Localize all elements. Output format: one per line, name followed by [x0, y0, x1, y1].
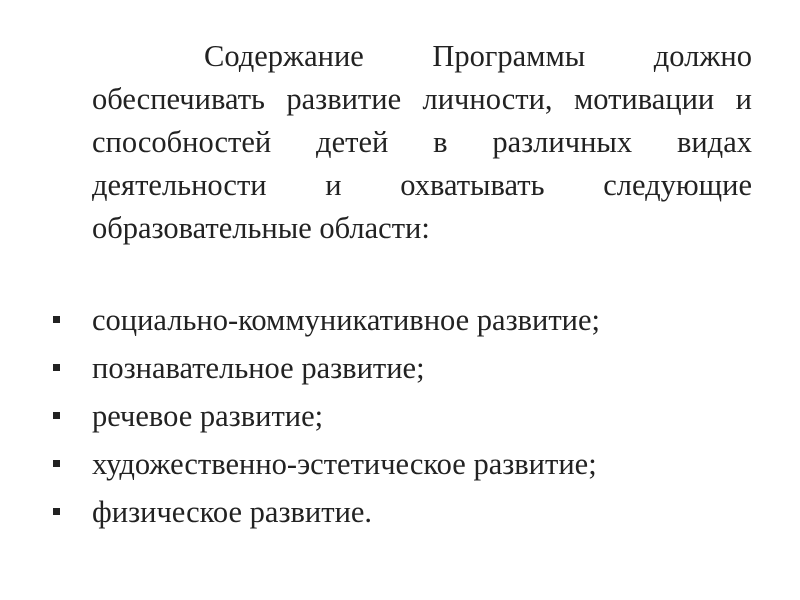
list-item	[0, 392, 800, 440]
list-item	[0, 344, 800, 392]
list-item	[0, 488, 800, 536]
list-item-text: познавательное развитие;	[92, 351, 425, 385]
square-bullet-icon	[53, 364, 60, 371]
list-item	[0, 296, 800, 344]
square-bullet-icon	[53, 412, 60, 419]
list-item	[0, 440, 800, 488]
square-bullet-icon	[53, 316, 60, 323]
square-bullet-icon	[53, 508, 60, 515]
intro-text: Содержание Программы должно обеспечивать развитие личности, мотивации и способностей детей в различных видах деятельности и охватывать следующие образовательные области:	[92, 39, 752, 245]
list-item-text: социально-коммуникативное развитие;	[92, 303, 601, 337]
education-areas-list	[0, 296, 800, 536]
intro-paragraph	[92, 35, 752, 250]
list-item-text: физическое развитие.	[92, 495, 373, 529]
list-item-text: речевое развитие;	[92, 399, 324, 433]
list-item-text: художественно-эстетическое развитие;	[92, 447, 597, 481]
square-bullet-icon	[53, 460, 60, 467]
